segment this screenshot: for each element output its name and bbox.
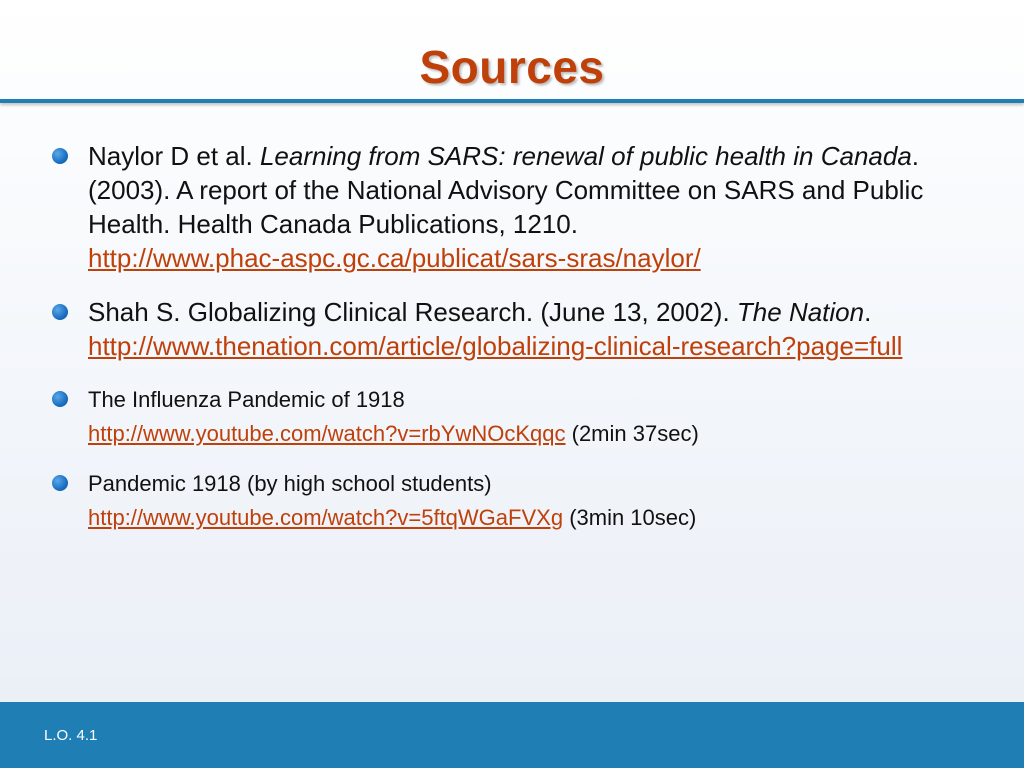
source-link[interactable]: http://www.thenation.com/article/globalizing-clinical-research?page=full (88, 331, 903, 361)
citation-title: Learning from SARS: renewal of public health in Canada (259, 141, 912, 171)
citation-prefix: Shah S. Globalizing Clinical Research. (June 13, 2002). (88, 297, 737, 327)
bullet-icon (52, 304, 68, 320)
source-text: Pandemic 1918 (by high school students) (88, 471, 492, 496)
slide-title: Sources (419, 41, 605, 93)
source-text: The Influenza Pandemic of 1918 (88, 387, 405, 412)
video-duration: (3min 10sec) (569, 505, 697, 530)
video-duration: (2min 37sec) (571, 421, 699, 446)
sources-list (52, 139, 972, 551)
title-divider (0, 99, 1024, 103)
citation-suffix: . (864, 297, 872, 327)
bullet-icon (52, 391, 68, 407)
list-item-influenza-video (52, 383, 972, 451)
video-link[interactable]: http://www.youtube.com/watch?v=rbYwNOcKqqc (88, 421, 566, 446)
citation-suffix: . (2003). A report of the National Advisory Committee on SARS and Public Health. Health Canada Publications, 1210. (88, 141, 924, 239)
list-item-shah (52, 295, 972, 363)
bullet-icon (52, 148, 68, 164)
citation-prefix: Naylor D et al. (88, 141, 260, 171)
list-item-naylor (52, 139, 972, 275)
citation-title: The Nation (736, 297, 865, 327)
list-item-pandemic-video (52, 467, 972, 535)
bullet-icon (52, 475, 68, 491)
footer-bar (0, 702, 1024, 768)
source-link[interactable]: http://www.phac-aspc.gc.ca/publicat/sars-sras/naylor/ (88, 243, 701, 273)
video-link[interactable]: http://www.youtube.com/watch?v=5ftqWGaFVXg (88, 505, 564, 530)
footer-label: L.O. 4.1 (44, 727, 98, 744)
